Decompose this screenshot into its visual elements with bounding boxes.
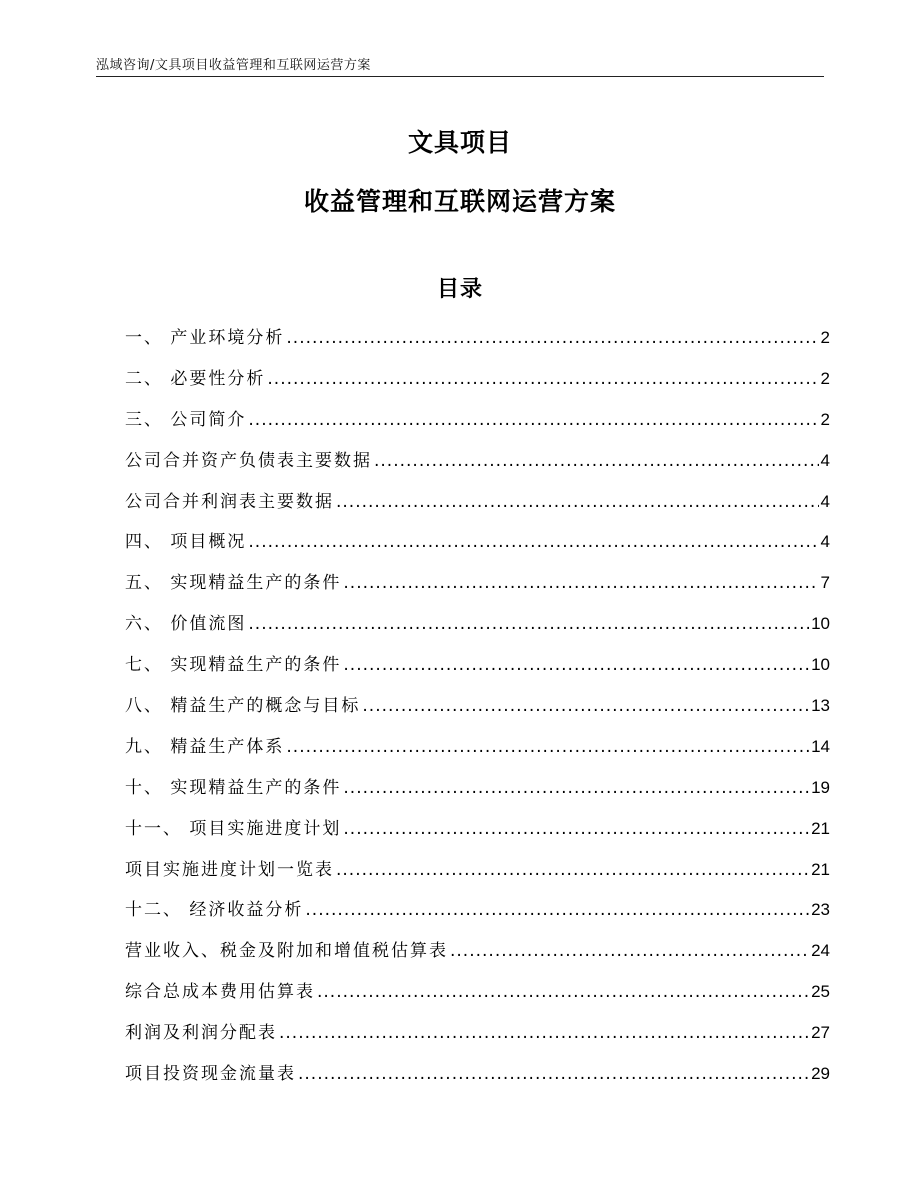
toc-entry-label: 九、 精益生产体系 — [125, 736, 285, 757]
toc-entry-label: 营业收入、税金及附加和增值税估算表 — [125, 941, 448, 962]
toc-entry-label: 综合总成本费用估算表 — [125, 982, 315, 1003]
toc-entry-label: 八、 精益生产的概念与目标 — [125, 696, 361, 717]
toc-entry-page: 7 — [820, 573, 830, 593]
toc-dot-leader — [336, 492, 819, 512]
toc-entry[interactable] — [125, 814, 830, 855]
toc-entry-label: 六、 价值流图 — [125, 614, 247, 635]
toc-entry-page: 25 — [811, 982, 830, 1002]
toc-dot-leader — [343, 655, 809, 675]
toc-dot-leader — [267, 369, 818, 389]
toc-entry[interactable] — [125, 691, 830, 732]
toc-entry-page: 2 — [820, 409, 830, 429]
toc-entry-page: 10 — [811, 655, 830, 675]
toc-entry-page: 21 — [811, 818, 830, 838]
toc-entry[interactable] — [125, 1018, 830, 1059]
toc-entry-page: 10 — [811, 614, 830, 634]
toc-entry-page: 14 — [811, 736, 830, 756]
toc-entry[interactable] — [125, 364, 830, 405]
toc-dot-leader — [248, 532, 818, 552]
running-header: 泓域咨询/文具项目收益管理和互联网运营方案 — [96, 58, 371, 73]
toc-entry-page: 24 — [811, 941, 830, 961]
toc-entry[interactable] — [125, 568, 830, 609]
toc-entry[interactable] — [125, 936, 830, 977]
toc-entry-page: 13 — [811, 696, 830, 716]
toc-entry-label: 公司合并资产负债表主要数据 — [125, 450, 372, 471]
toc-dot-leader — [336, 860, 809, 880]
toc-entry-label: 公司合并利润表主要数据 — [125, 491, 334, 512]
toc-entry-page: 4 — [820, 491, 830, 511]
toc-entry[interactable] — [125, 405, 830, 446]
toc-dot-leader — [343, 778, 809, 798]
toc-entry-page: 2 — [820, 328, 830, 347]
toc-entry-page: 27 — [811, 1023, 830, 1043]
toc-entry-label: 项目投资现金流量表 — [125, 1064, 296, 1085]
toc-dot-leader — [343, 819, 809, 839]
toc-entry-label: 利润及利润分配表 — [125, 1023, 277, 1044]
toc-entry-label: 二、 必要性分析 — [125, 368, 266, 389]
toc-dot-leader — [248, 410, 818, 430]
toc-dot-leader — [298, 1064, 809, 1084]
toc-dot-leader — [343, 573, 818, 593]
toc-entry-page: 2 — [820, 368, 830, 388]
toc-entry[interactable] — [125, 527, 830, 568]
toc-entry[interactable] — [125, 609, 830, 650]
toc-entry[interactable] — [125, 977, 830, 1018]
toc-entry[interactable] — [125, 487, 830, 528]
toc-entry-page: 23 — [811, 900, 830, 920]
toc-entry-page: 19 — [811, 777, 830, 797]
table-of-contents — [125, 323, 830, 1100]
toc-entry-label: 十、 实现精益生产的条件 — [125, 777, 342, 798]
toc-entry[interactable] — [125, 895, 830, 936]
toc-dot-leader — [374, 451, 819, 471]
toc-entry[interactable] — [125, 446, 830, 487]
toc-entry-label: 三、 公司简介 — [125, 409, 247, 430]
toc-entry-page: 4 — [820, 450, 830, 470]
toc-entry-label: 四、 项目概况 — [125, 532, 247, 553]
toc-entry[interactable] — [125, 650, 830, 691]
toc-dot-leader — [286, 328, 818, 348]
toc-entry-label: 五、 实现精益生产的条件 — [125, 573, 342, 594]
toc-entry-page: 29 — [811, 1064, 830, 1084]
toc-entry[interactable] — [125, 323, 830, 364]
toc-entry-label: 十一、 项目实施进度计划 — [125, 818, 342, 839]
toc-dot-leader — [248, 614, 809, 634]
toc-entry-page: 4 — [820, 532, 830, 552]
toc-dot-leader — [317, 982, 809, 1002]
toc-dot-leader — [279, 1023, 809, 1043]
toc-dot-leader — [362, 696, 809, 716]
toc-entry-page: 21 — [811, 859, 830, 879]
toc-entry-label: 七、 实现精益生产的条件 — [125, 655, 342, 676]
header-divider — [96, 76, 824, 77]
toc-dot-leader — [450, 941, 809, 961]
toc-dot-leader — [286, 737, 809, 757]
toc-entry-label: 十二、 经济收益分析 — [125, 900, 304, 921]
document-title-line2: 收益管理和互联网运营方案 — [303, 187, 616, 216]
toc-entry[interactable] — [125, 1059, 830, 1100]
document-title-line1: 文具项目 — [407, 128, 512, 157]
toc-entry[interactable] — [125, 732, 830, 773]
toc-entry-label: 项目实施进度计划一览表 — [125, 859, 334, 880]
toc-dot-leader — [305, 900, 809, 920]
toc-entry[interactable] — [125, 773, 830, 814]
toc-heading: 目录 — [436, 277, 483, 302]
toc-entry-label: 一、 产业环境分析 — [125, 328, 285, 348]
toc-entry[interactable] — [125, 855, 830, 896]
